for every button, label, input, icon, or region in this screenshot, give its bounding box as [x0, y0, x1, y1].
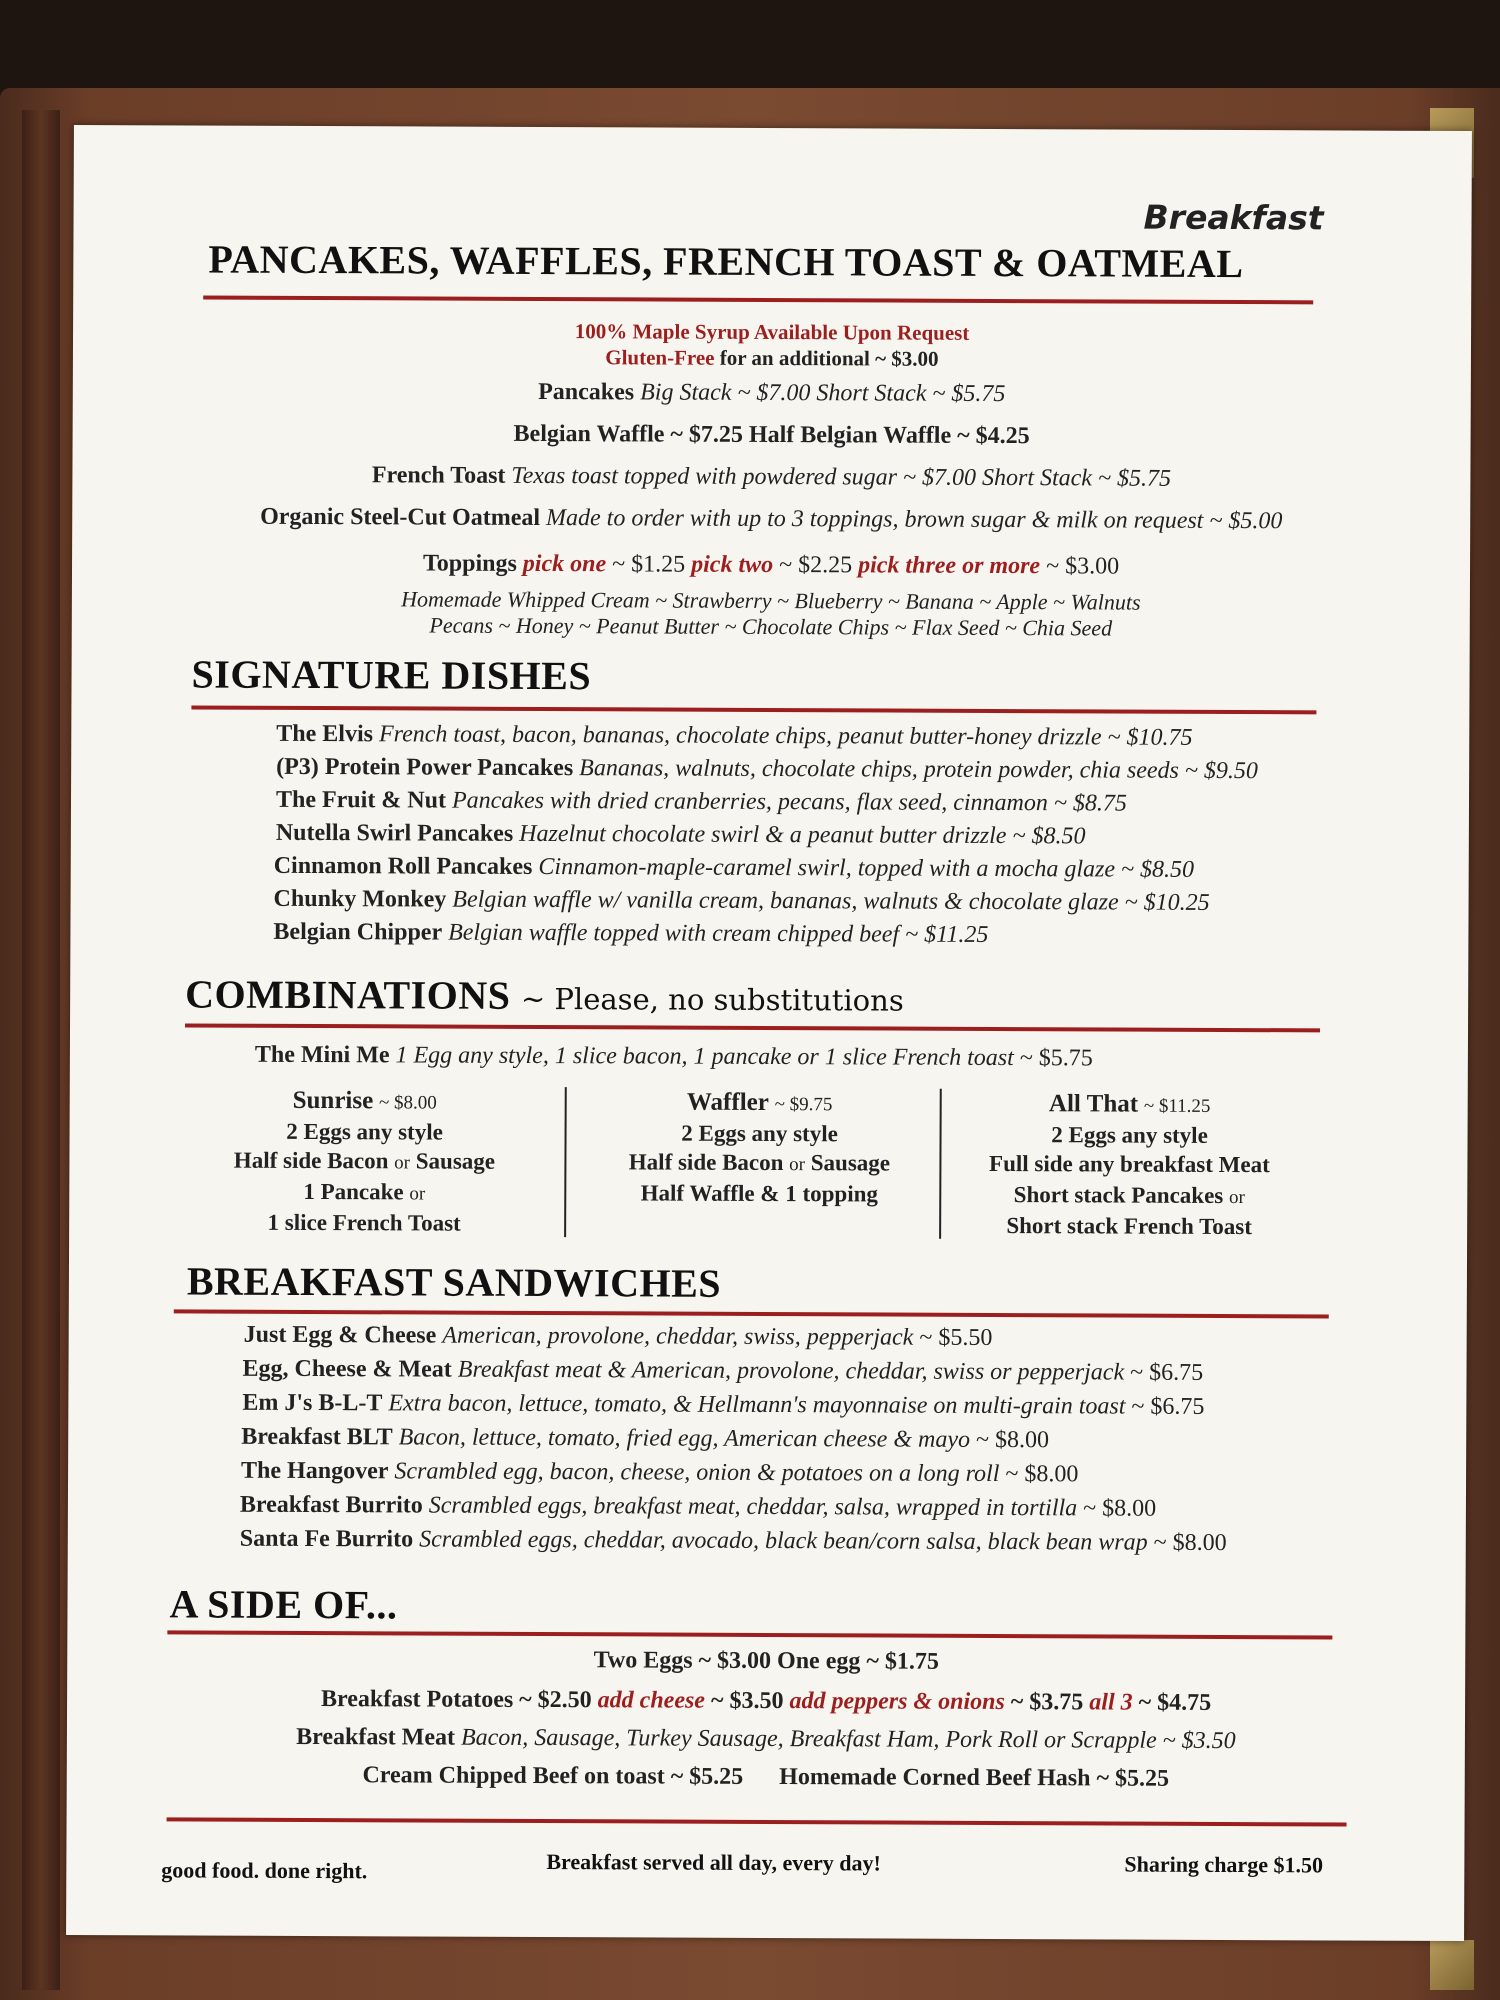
- item-name: The Mini Me: [254, 1041, 390, 1069]
- combo-line: 2 Eggs any style: [681, 1120, 838, 1147]
- combo-text: 1 Pancake: [303, 1178, 404, 1205]
- item-price: ~ $8.00: [1005, 1461, 1079, 1488]
- item-desc: Pancakes with dried cranberries, pecans, flax seed, cinnamon ~ $8.75: [451, 787, 1127, 817]
- page-category-label: Breakfast: [1143, 197, 1324, 238]
- item-name: Chunky Monkey: [273, 885, 447, 913]
- section-title-signature: SIGNATURE DISHES: [191, 651, 592, 699]
- add-price: ~ $3.50: [710, 1687, 784, 1715]
- item-name: Belgian Chipper: [273, 918, 443, 946]
- item-name: Em J's B-L-T: [242, 1389, 383, 1417]
- add-option: add peppers & onions: [789, 1688, 1005, 1716]
- maple-syrup-note: 100% Maple Syrup Available Upon Request: [574, 319, 970, 345]
- combo-text: Short stack Pancakes: [1013, 1182, 1224, 1208]
- combo-or: or: [789, 1154, 806, 1176]
- section-divider: [191, 705, 1316, 714]
- gluten-free-price: for an additional ~ $3.00: [719, 345, 939, 371]
- item-price: ~ $5.75: [1019, 1045, 1093, 1072]
- item-desc: 1 Egg any style, 1 slice bacon, 1 pancake or 1 slice French toast: [395, 1042, 1014, 1072]
- item-desc: Cinnamon-maple-caramel swirl, topped with a mocha glaze ~ $8.50: [538, 853, 1195, 883]
- item-name: Cinnamon Roll Pancakes: [273, 852, 533, 880]
- item-desc: Belgian waffle topped with cream chipped beef ~ $11.25: [448, 919, 989, 948]
- combo-1: [574, 1087, 945, 1211]
- item-desc: Belgian waffle w/ vanilla cream, bananas, walnuts & chocolate glaze ~ $10.25: [452, 886, 1210, 916]
- menu-item-oatmeal: [72, 503, 1470, 536]
- combo-or: or: [394, 1152, 411, 1174]
- sandwich-item: [242, 1390, 1204, 1421]
- combo-text: Half side Bacon: [233, 1147, 389, 1174]
- combo-price: ~ $8.00: [378, 1092, 437, 1114]
- combo-text: Sausage: [415, 1148, 496, 1174]
- topping-price: ~ $1.25: [612, 551, 686, 578]
- combo-title: [575, 1087, 945, 1120]
- footer-slogan: good food. done right.: [161, 1857, 368, 1884]
- item-name: Breakfast Potatoes ~ $2.50: [320, 1686, 592, 1714]
- combo-name: Sunrise: [292, 1086, 374, 1115]
- section-title: COMBINATIONS: [185, 971, 511, 1018]
- menu-item-belgian-waffle: Belgian Waffle ~ $7.25 Half Belgian Waffle ~ $4.25: [513, 420, 1030, 450]
- item-price: ~ $8.00: [975, 1426, 1050, 1454]
- item-desc: Big Stack ~ $7.00 Short Stack ~ $5.75: [640, 379, 1006, 408]
- sandwich-item: [241, 1424, 1049, 1455]
- item-desc: Hazelnut chocolate swirl & a peanut butter drizzle ~ $8.50: [519, 820, 1086, 850]
- section-divider: [185, 1023, 1320, 1032]
- signature-item: [274, 853, 1194, 884]
- sandwich-item: [244, 1322, 993, 1352]
- sandwich-item: [240, 1492, 1156, 1523]
- item-name: Organic Steel-Cut Oatmeal: [260, 503, 541, 531]
- section-title-sandwiches: BREAKFAST SANDWICHES: [186, 1258, 722, 1306]
- signature-item: [276, 787, 1127, 818]
- item-name: Pancakes: [538, 378, 635, 406]
- sandwich-item: [242, 1356, 1203, 1387]
- side-potatoes: [67, 1685, 1465, 1718]
- item-desc: Scrambled eggs, cheddar, avocado, black bean/corn salsa, black bean wrap: [419, 1526, 1148, 1556]
- combo-line: [944, 1149, 1314, 1182]
- sandwich-item: [241, 1458, 1078, 1489]
- item-name: The Hangover: [241, 1457, 389, 1485]
- section-title-pancakes: PANCAKES, WAFFLES, FRENCH TOAST & OATMEAL: [208, 236, 1244, 287]
- item-desc: Bacon, Sausage, Turkey Sausage, Breakfast Ham, Pork Roll or Scrapple ~ $3.50: [460, 1724, 1236, 1755]
- item-price: ~ $8.00: [1153, 1529, 1227, 1557]
- combo-price: ~ $9.75: [774, 1094, 833, 1116]
- side-meat: [67, 1723, 1465, 1756]
- combo-line: [179, 1145, 549, 1178]
- topping-price: ~ $3.00: [1046, 553, 1120, 580]
- combo-0: [179, 1085, 550, 1238]
- item-name: The Elvis: [276, 720, 374, 748]
- signature-item: [274, 886, 1210, 917]
- item-price: ~ $6.75: [1131, 1393, 1205, 1420]
- folder-spine: [22, 110, 60, 1990]
- toppings-list: Homemade Whipped Cream ~ Strawberry ~ Blueberry ~ Banana ~ Apple ~ Walnuts: [401, 586, 1141, 615]
- metal-corner-bottom: [1430, 1940, 1474, 1990]
- add-price: ~ $3.75: [1010, 1689, 1084, 1716]
- section-divider: [167, 1630, 1332, 1639]
- combo-line: [944, 1180, 1314, 1213]
- item-desc: Scrambled eggs, breakfast meat, cheddar, salsa, wrapped in tortilla: [428, 1492, 1078, 1522]
- combo-line: 2 Eggs any style: [286, 1118, 443, 1145]
- item-desc: American, provolone, cheddar, swiss, pepperjack: [442, 1322, 914, 1351]
- item-name: French Toast: [371, 462, 506, 489]
- combo-name: Waffler: [686, 1088, 769, 1116]
- gluten-free-label: Gluten-Free: [605, 345, 715, 370]
- section-title-sides: A SIDE OF...: [169, 1581, 398, 1628]
- item-desc: French toast, bacon, bananas, chocolate chips, peanut butter-honey drizzle ~ $10.75: [378, 721, 1193, 751]
- combo-or: or: [409, 1183, 426, 1205]
- signature-item: [276, 820, 1086, 851]
- combo-line: 2 Eggs any style: [1051, 1122, 1208, 1148]
- combo-line: Short stack French Toast: [1006, 1213, 1252, 1240]
- combo-text: Full side any breakfast Meat: [989, 1150, 1270, 1178]
- gluten-free-note: [73, 343, 1471, 374]
- combo-line: [574, 1147, 944, 1180]
- combo-title: [180, 1085, 550, 1118]
- item-desc: Texas toast topped with powdered sugar ~ $7.00 Short Stack ~ $5.75: [511, 462, 1172, 492]
- item-desc: Breakfast meat & American, provolone, cheddar, swiss or pepperjack: [457, 1356, 1125, 1386]
- side-beef-hash: [67, 1761, 1465, 1794]
- combo-name: All That: [1048, 1090, 1139, 1118]
- item-desc: Scrambled egg, bacon, cheese, onion & potatoes on a long roll: [394, 1458, 1000, 1488]
- combo-or: or: [1228, 1187, 1245, 1209]
- combo-title: [945, 1089, 1315, 1122]
- combo-line: [179, 1176, 549, 1209]
- item-name: Toppings: [422, 550, 517, 577]
- add-price: ~ $4.75: [1138, 1689, 1212, 1716]
- item-desc: Extra bacon, lettuce, tomato, & Hellmann's mayonnaise on multi-grain toast: [388, 1390, 1126, 1420]
- item-price: ~ $5.50: [919, 1324, 993, 1351]
- combo-line: 1 slice French Toast: [267, 1209, 461, 1236]
- item-price: ~ $8.00: [1083, 1495, 1157, 1522]
- item-name: Breakfast Meat: [296, 1723, 456, 1751]
- combo-2: [944, 1089, 1315, 1242]
- item-corned-beef-hash: Homemade Corned Beef Hash ~ $5.25: [779, 1764, 1170, 1792]
- topping-option: pick two: [691, 551, 774, 579]
- item-desc: Bacon, lettuce, tomato, fried egg, American cheese & mayo: [398, 1424, 971, 1453]
- section-divider: [174, 1309, 1329, 1318]
- combo-line: [574, 1178, 944, 1211]
- footer-sharing-charge: Sharing charge $1.50: [1124, 1851, 1324, 1878]
- item-price: ~ $6.75: [1130, 1359, 1204, 1386]
- topping-option: pick one: [522, 550, 607, 578]
- signature-item: [276, 721, 1192, 752]
- footer-served-note: Breakfast served all day, every day!: [546, 1849, 881, 1876]
- menu-page: [66, 125, 1472, 1941]
- add-option: add cheese: [597, 1687, 706, 1714]
- section-note: ~ Please, no substitutions: [520, 981, 904, 1018]
- signature-item: [273, 919, 988, 949]
- item-name: Santa Fe Burrito: [239, 1525, 414, 1553]
- combo-text: Sausage: [810, 1150, 891, 1176]
- topping-option: pick three or more: [858, 552, 1041, 580]
- combo-text: Half Waffle & 1 topping: [640, 1180, 878, 1207]
- menu-item-french-toast: [72, 461, 1470, 494]
- item-name: Breakfast BLT: [241, 1423, 393, 1451]
- side-eggs: Two Eggs ~ $3.00 One egg ~ $1.75: [593, 1647, 939, 1675]
- add-option: all 3: [1089, 1689, 1133, 1716]
- footer-divider: [167, 1817, 1347, 1826]
- signature-item: [276, 754, 1258, 785]
- menu-item-toppings: [72, 549, 1470, 582]
- item-name: Just Egg & Cheese: [243, 1321, 437, 1349]
- combo-columns: [69, 1085, 1468, 1251]
- topping-price: ~ $2.25: [779, 552, 853, 579]
- item-name: Nutella Swirl Pancakes: [275, 819, 514, 847]
- item-name: The Fruit & Nut: [275, 786, 447, 814]
- toppings-list: Pecans ~ Honey ~ Peanut Butter ~ Chocolate Chips ~ Flax Seed ~ Chia Seed: [429, 612, 1113, 641]
- menu-item-mini-me: [255, 1042, 1093, 1073]
- item-name: Egg, Cheese & Meat: [242, 1355, 452, 1383]
- item-name: (P3) Protein Power Pancakes: [276, 753, 574, 782]
- section-divider: [203, 296, 1313, 305]
- item-desc: Made to order with up to 3 toppings, brown sugar & milk on request ~ $5.00: [546, 505, 1283, 535]
- section-title-combinations: [185, 970, 904, 1020]
- menu-item-pancakes: [73, 377, 1471, 410]
- item-desc: Bananas, walnuts, chocolate chips, protein powder, chia seeds ~ $9.50: [579, 755, 1258, 785]
- item-name: Breakfast Burrito: [239, 1491, 423, 1519]
- sandwich-item: [240, 1526, 1227, 1557]
- combo-text: Half side Bacon: [628, 1149, 784, 1176]
- combo-price: ~ $11.25: [1143, 1095, 1211, 1117]
- item-chipped-beef: Cream Chipped Beef on toast ~ $5.25: [362, 1762, 744, 1790]
